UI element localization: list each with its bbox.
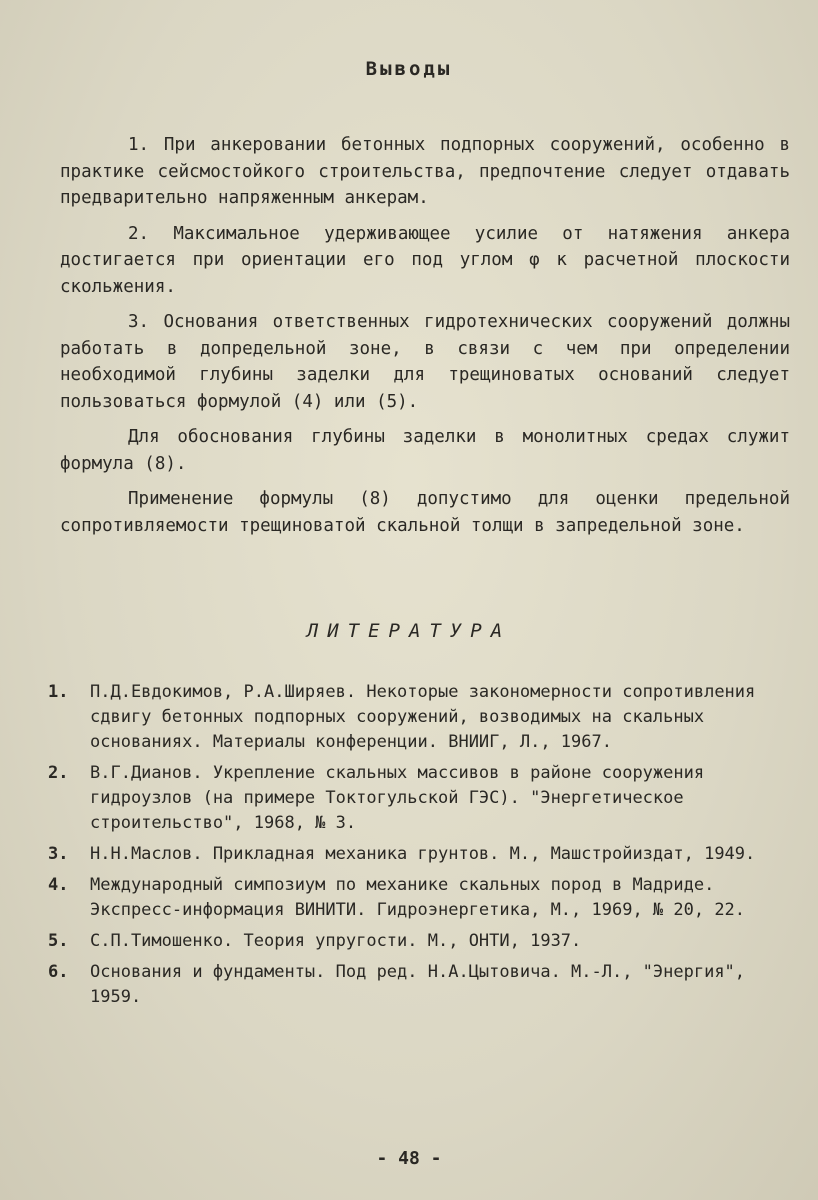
reference-number: 5. (48, 931, 69, 951)
reference-item (48, 842, 773, 867)
reference-item (48, 680, 773, 755)
reference-number: 2. (48, 763, 69, 783)
reference-list (48, 680, 773, 1016)
page-title: Выводы (365, 58, 453, 80)
conclusion-paragraph: 3. Основания ответственных гидротехнических сооружений должны работать в допредельной зоне, в связи с чем при определении необходимой глубины заделки для трещиноватых оснований следует пользоваться формулой (4) или (5). (60, 312, 790, 412)
reference-item (48, 761, 773, 836)
reference-text: В.Г.Дианов. Укрепление скальных массивов в районе сооружения гидроузлов (на примере Токтогульской ГЭС). "Энергетическое строительство", 1968, № 3. (90, 763, 705, 833)
reference-text: С.П.Тимошенко. Теория упругости. М., ОНТИ, 1937. (90, 931, 582, 951)
page-number: - 48 - (376, 1148, 442, 1169)
conclusion-paragraph: 2. Максимальное удерживающее усилие от натяжения анкера достигается при ориентации его под углом φ к расчетной плоскости скольжения. (60, 223, 790, 297)
reference-item (48, 929, 773, 954)
conclusion-paragraph: Применение формулы (8) допустимо для оценки предельной сопротивляемости трещиноватой скальной толщи в запредельной зоне. (60, 489, 790, 536)
reference-text: Основания и фундаменты. Под ред. Н.А.Цытовича. М.-Л., "Энергия", 1959. (90, 962, 746, 1007)
reference-number: 1. (48, 682, 69, 702)
literature-heading: ЛИТЕРАТУРА (306, 620, 512, 642)
reference-item (48, 960, 773, 1010)
reference-text: Международный симпозиум по механике скальных пород в Мадриде. Экспресс-информация ВИНИТИ. Гидроэнергетика, М., 1969, № 20, 22. (90, 875, 746, 920)
reference-item (48, 873, 773, 923)
conclusion-paragraph: Для обоснования глубины заделки в монолитных средах служит формула (8). (60, 427, 790, 474)
reference-text: П.Д.Евдокимов, Р.А.Ширяев. Некоторые закономерности сопротивления сдвигу бетонных подпорных сооружений, возводимых на скальных основаниях. Материалы конференции. ВНИИГ, Л., 1967. (90, 682, 756, 752)
conclusion-paragraph: 1. При анкеровании бетонных подпорных сооружений, особенно в практике сейсмостойкого строительства, предпочтение следует отдавать предварительно напряженным анкерам. (60, 135, 790, 208)
reference-number: 4. (48, 875, 69, 895)
reference-text: Н.Н.Маслов. Прикладная механика грунтов. М., Машстройиздат, 1949. (90, 844, 756, 864)
reference-number: 3. (48, 844, 69, 864)
conclusions-section (60, 132, 790, 548)
reference-number: 6. (48, 962, 69, 982)
